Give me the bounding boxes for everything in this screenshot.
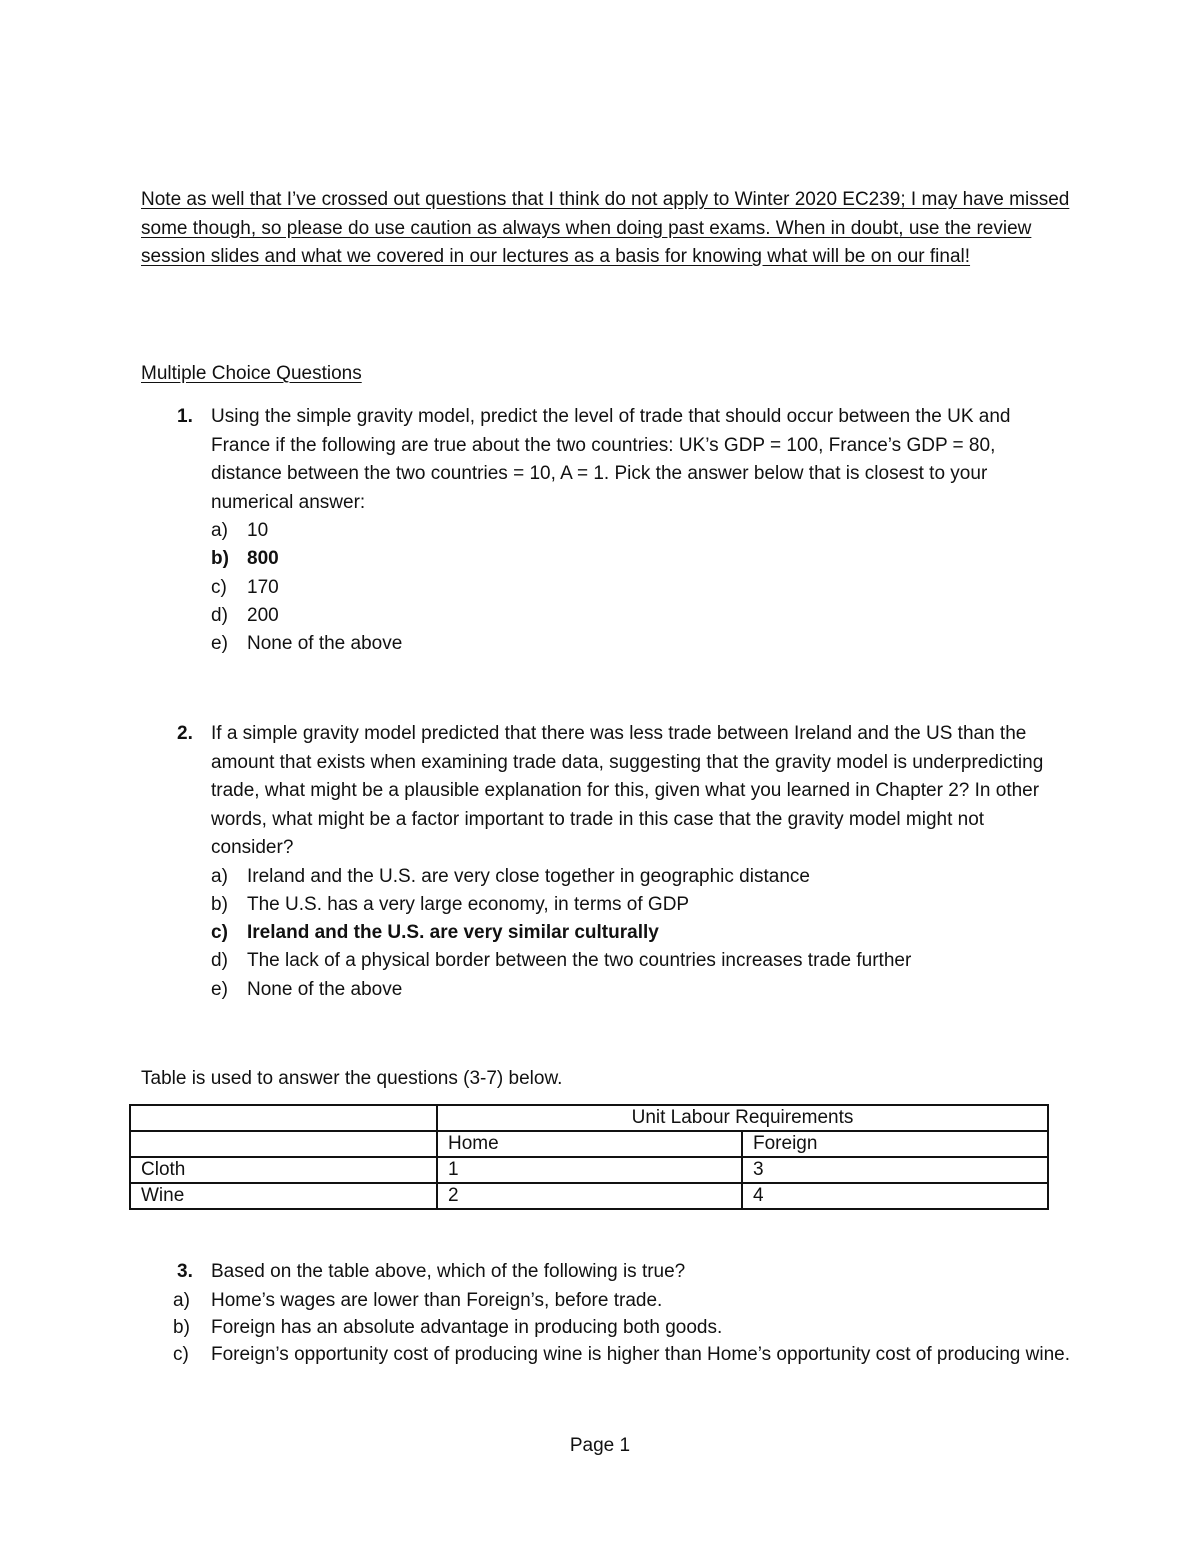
answer-option-e <box>141 976 1071 1004</box>
answer-option-a <box>141 1287 1071 1314</box>
answer-option-e <box>141 630 1071 658</box>
question-text: Based on the table above, which of the following is true? <box>211 1261 686 1282</box>
option-text: 170 <box>247 576 279 598</box>
table-cell: 2 <box>437 1183 742 1209</box>
option-text: Foreign has an absolute advantage in producing both goods. <box>211 1316 723 1338</box>
option-text: The U.S. has a very large economy, in terms of GDP <box>247 893 690 915</box>
table-intro: Table is used to answer the questions (3-7) below. <box>141 1068 563 1089</box>
option-letter: c) <box>173 1343 189 1365</box>
option-text: Ireland and the U.S. are very close together in geographic distance <box>247 865 810 887</box>
table-group-header: Unit Labour Requirements <box>437 1105 1048 1131</box>
answer-option-c <box>141 574 1071 602</box>
question-text: Using the simple gravity model, predict the level of trade that should occur between the UK and France if the following are true about the two countries: UK’s GDP = 100, France’s GDP = 80, distance between the two countries = 10, A = 1. Pick the answer below that is closest to your numerical answer: <box>211 406 1011 513</box>
answer-option-a <box>141 863 1071 891</box>
table-column-header-foreign: Foreign <box>742 1131 1048 1157</box>
option-text: 10 <box>247 520 269 541</box>
table-row <box>130 1131 1048 1157</box>
answer-option-b <box>141 891 1071 919</box>
answer-option-d <box>141 947 1071 975</box>
option-text: None of the above <box>247 633 403 655</box>
answer-option-b <box>141 545 1071 573</box>
option-text: Ireland and the U.S. are very similar culturally <box>247 922 659 944</box>
question-3 <box>141 1258 1071 1368</box>
page-number: Page 1 <box>569 1435 631 1456</box>
option-text: Foreign’s opportunity cost of producing wine is higher than Home’s opportunity cost of producing wine. <box>211 1343 1071 1365</box>
option-letter: e) <box>211 978 228 1000</box>
answer-options <box>141 863 1071 1004</box>
question-2 <box>141 720 1071 1004</box>
option-letter: a) <box>211 865 228 887</box>
option-letter: a) <box>173 1289 190 1311</box>
option-text: None of the above <box>247 978 403 1000</box>
table-column-header-home: Home <box>437 1131 742 1157</box>
table-row-label: Cloth <box>130 1157 437 1183</box>
table-row <box>130 1157 1048 1183</box>
unit-labour-table <box>129 1104 1049 1210</box>
option-letter: d) <box>211 950 228 972</box>
question-number: 2. <box>177 723 193 744</box>
question-number: 1. <box>177 406 193 427</box>
option-letter: a) <box>211 520 228 541</box>
table-row <box>130 1105 1048 1131</box>
option-letter: b) <box>173 1316 190 1338</box>
option-letter: d) <box>211 604 228 626</box>
table-cell <box>130 1105 437 1131</box>
option-text: Home’s wages are lower than Foreign’s, before trade. <box>211 1289 663 1311</box>
answer-option-d <box>141 602 1071 630</box>
instructor-note: Note as well that I’ve crossed out questions that I think do not apply to Winter 2020 EC239; I may have missed some though, so please do use caution as always when doing past exams. When in doubt, use the review session slides and what we covered in our lectures as a basis for knowing what will be on our final! <box>141 189 1070 267</box>
answer-option-c <box>141 1341 1071 1368</box>
question-number: 3. <box>177 1261 193 1282</box>
option-letter: e) <box>211 633 228 655</box>
option-letter: b) <box>211 548 229 570</box>
option-text: The lack of a physical border between the two countries increases trade further <box>247 950 912 972</box>
question-1 <box>141 403 1071 658</box>
table-cell <box>130 1131 437 1157</box>
option-letter: c) <box>211 922 228 944</box>
table-row-label: Wine <box>130 1183 437 1209</box>
answer-option-c <box>141 919 1071 947</box>
answer-options <box>141 517 1071 658</box>
option-letter: b) <box>211 893 228 915</box>
table-cell: 4 <box>742 1183 1048 1209</box>
table-row <box>130 1183 1048 1209</box>
option-text: 200 <box>247 604 279 626</box>
answer-option-a <box>141 517 1071 545</box>
option-text: 800 <box>247 548 279 570</box>
table-cell: 1 <box>437 1157 742 1183</box>
section-heading: Multiple Choice Questions <box>141 363 362 384</box>
question-text: If a simple gravity model predicted that there was less trade between Ireland and the US than the amount that exists when examining trade data, suggesting that the gravity model is underpredicting trade, what might be a plausible explanation for this, given what you learned in Chapter 2? In other words, what might be a factor important to trade in this case that the gravity model might not consider? <box>211 723 1044 858</box>
table-cell: 3 <box>742 1157 1048 1183</box>
answer-option-b <box>141 1314 1071 1341</box>
option-letter: c) <box>211 576 227 598</box>
